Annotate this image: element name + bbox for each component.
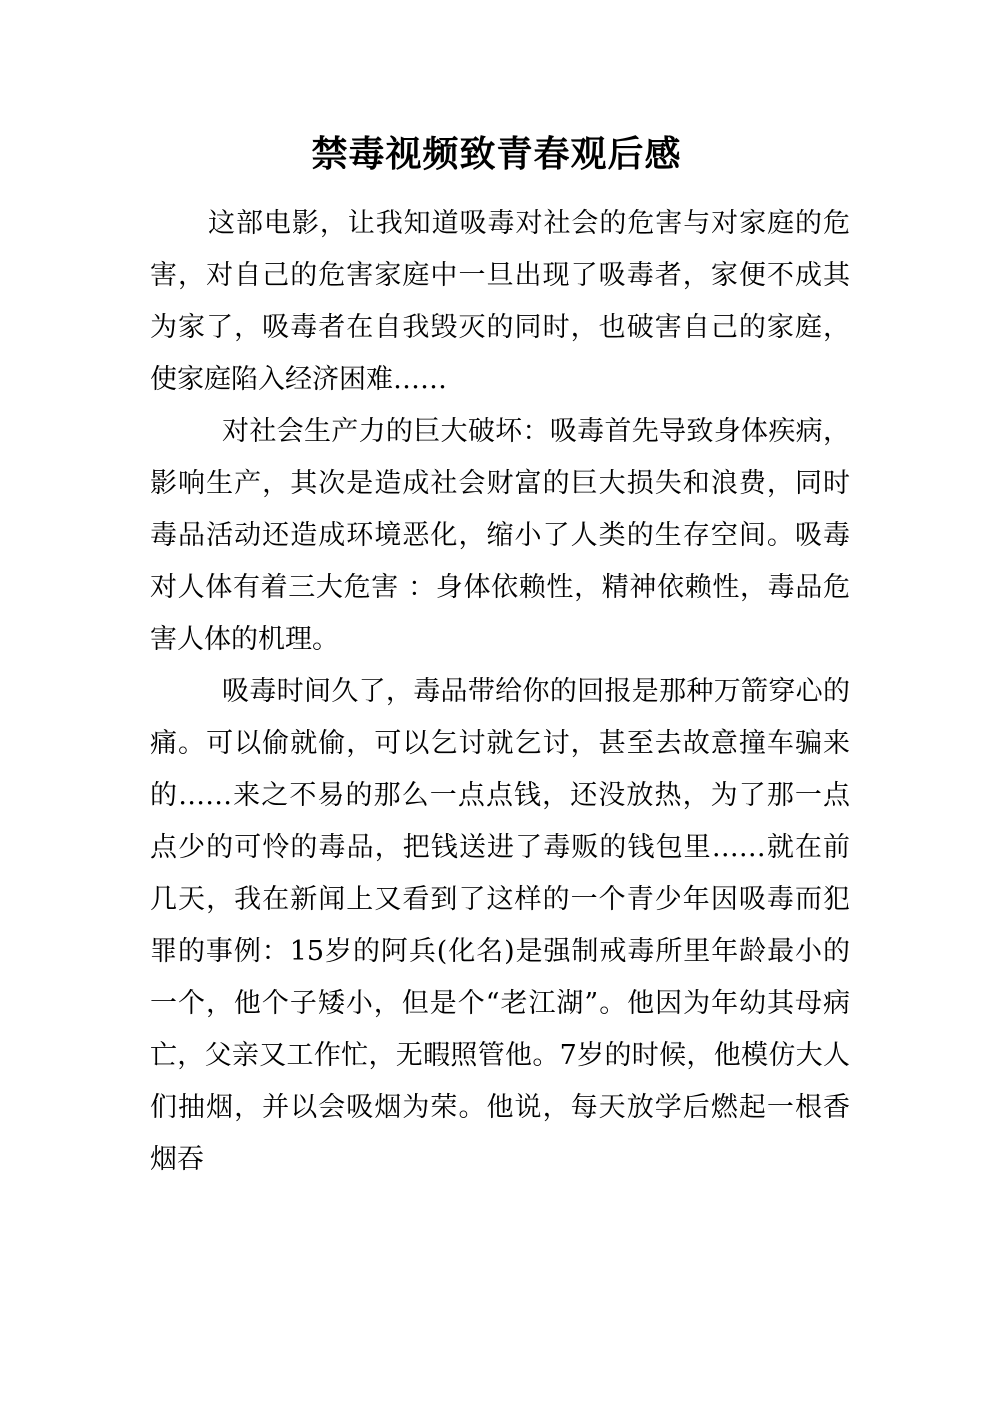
- document-body: [150, 198, 850, 1186]
- document-title: 禁毒视频致青春观后感: [311, 134, 682, 175]
- paragraph-2: 对社会生产力的巨大破坏：吸毒首先导致身体疾病，影响生产，其次是造成社会财富的巨大损失和浪费，同时毒品活动还造成环境恶化，缩小了人类的生存空间。吸毒对人体有着三大危害 ：身体依赖性，精神依赖性，毒品危害人体的机理。: [150, 416, 850, 655]
- paragraph-1: 这部电影，让我知道吸毒对社会的危害与对家庭的危害，对自己的危害家庭中一旦出现了吸毒者，家便不成其为家了，吸毒者在自我毁灭的同时，也破害自己的家庭，使家庭陷入经济困难……: [150, 208, 850, 395]
- paragraph-3: 吸毒时间久了，毒品带给你的回报是那种万箭穿心的痛。可以偷就偷，可以乞讨就乞讨，甚至去故意撞车骗来的……来之不易的那么一点点钱，还没放热，为了那一点点少的可怜的毒品，把钱送进了毒贩的钱包里……就在前几天，我在新闻上又看到了这样的一个青少年因吸毒而犯罪的事例：15岁的阿兵(化名)是强制戒毒所里年龄最小的一个，他个子矮小，但是个“老江湖”。他因为年幼其母病亡，父亲又工作忙，无暇照管他。7岁的时候，他模仿大人们抽烟，并以会吸烟为荣。他说，每天放学后燃起一根香烟吞: [150, 676, 850, 1175]
